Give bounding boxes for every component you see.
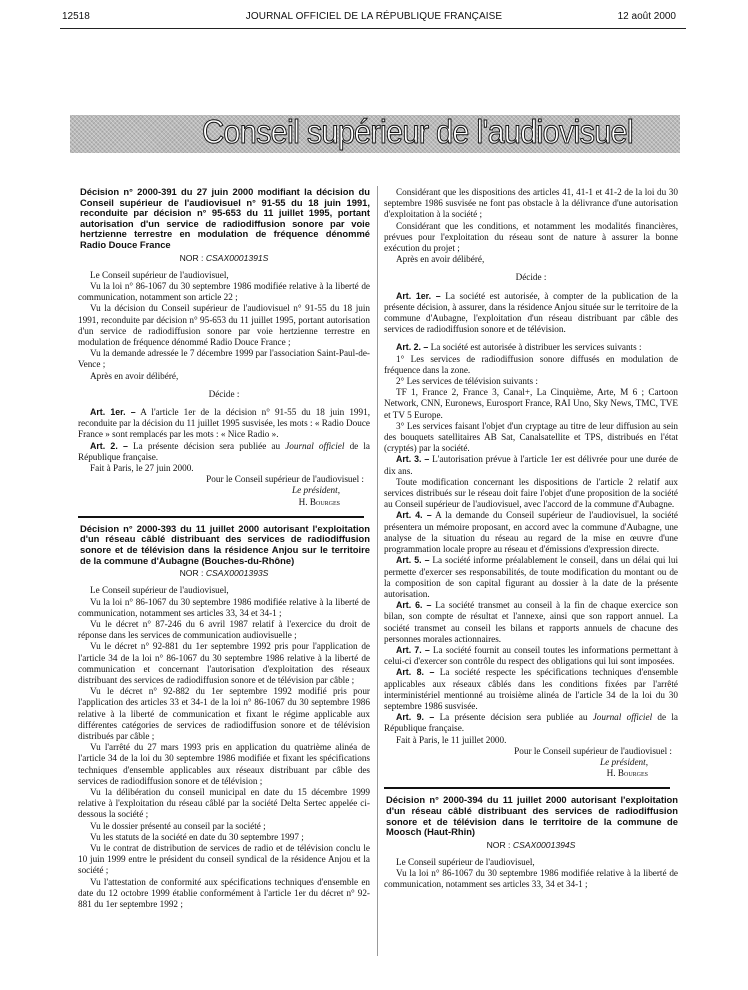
- decision-394-title: Décision n° 2000-394 du 11 juillet 2000 autorisant l'exploitation d'un réseau câblé distribuant des services de radiodiffusion sonore et de télévision dans le territoire de la commune de Moosch (Haut-Rhin): [386, 794, 678, 838]
- paragraph: Vu les statuts de la société en date du 30 septembre 1997 ;: [90, 831, 304, 842]
- article-3: [384, 454, 678, 476]
- article-text: La société respecte les spécifications techniques d'ensemble applicables aux réseaux câblés dans les conditions fixées par l'arrêté interministériel mentionné au troisième alinéa de l'article 34 de la loi du 30 septembre 1986 susvisée.: [384, 667, 678, 711]
- fait-a-paris: Fait à Paris, le 11 juillet 2000.: [396, 734, 507, 745]
- paragraph: 3° Les services faisant l'objet d'un cryptage au titre de leur diffusion au sein des bouquets satellitaires AB Sat, Canalsatellite et TPS, distribués en l'état (cryptés) par la société.: [384, 420, 678, 454]
- nor-label: NOR :: [179, 252, 204, 263]
- article-text: L'autorisation prévue à l'article 1er est délivrée pour une durée de dix ans.: [384, 454, 678, 476]
- column-divider: [377, 186, 378, 956]
- section-banner: [70, 115, 680, 153]
- decision-393-nor: [78, 568, 370, 579]
- article-2: [78, 441, 370, 463]
- article-text: de la République française.: [78, 440, 370, 462]
- article-1: [384, 291, 678, 336]
- journal-ref: Journal officiel: [285, 440, 345, 451]
- article-1: [78, 407, 370, 441]
- paragraph: Vu le dossier présenté au conseil par la société ;: [90, 820, 266, 831]
- article-label: Art. 1er. –: [90, 407, 136, 417]
- paragraph: Vu l'attestation de conformité aux spécifications techniques d'ensemble en date du 12 octobre 1999 établie conformément à l'article 1er du décret n° 92-881 du 1er septembre 1992 ;: [78, 876, 370, 910]
- paragraph: Vu la loi n° 86-1067 du 30 septembre 1986 modifiée relative à la liberté de communication, notamment son article 22 ;: [78, 280, 370, 303]
- article-text: La société transmet au conseil à la fin de chaque exercice son bilan, son compte de résultat et l'annexe, ainsi que son rapport annuel. La société transmet au conseil les bilans et rapports annuels de chacune des personnes morales actionnaires.: [384, 600, 678, 644]
- article-label: Art. 8. –: [396, 667, 435, 678]
- article-9: [384, 712, 678, 734]
- paragraph: Vu le décret n° 87-246 du 6 avril 1987 relatif à l'exercice du droit de réponse dans les services de communication audiovisuelle ;: [78, 619, 370, 641]
- article-label: Art. 2. –: [396, 342, 429, 353]
- article-text: La société est autorisée à distribuer les services suivants :: [430, 342, 642, 353]
- header-rule: [60, 28, 686, 29]
- fait-a-paris: Fait à Paris, le 27 juin 2000.: [90, 463, 194, 474]
- signature-name: H. Bourges: [298, 496, 340, 507]
- article-2: [384, 342, 678, 353]
- channel-list: TF 1, France 2, France 3, Canal+, La Cinquième, Arte, M 6 ; Cartoon Network, CNN, Euronews, Eurosport France, RAI Uno, Sky News, TMC, TVE et TV 5 Europe.: [384, 387, 678, 420]
- article-label: Art. 7. –: [396, 644, 430, 655]
- decision-separator: [78, 516, 364, 518]
- article-label: Art. 4. –: [396, 510, 432, 521]
- article-text: A la demande du Conseil supérieur de l'audiovisuel, la société présentera un mémoire proposant, en accord avec la commune d'Aubagne, une analyse de la situation du réseau au regard de la mise en œuvre d'une programmation locale propre au réseau et d'émissions d'expression directe.: [384, 510, 678, 555]
- paragraph: Toute modification concernant les dispositions de l'article 2 relatif aux services distribués sur le réseau doit faire l'objet d'une proposition de la société au Conseil supérieur de l'audiovisuel, avec l'accord de la commune d'Aubagne.: [384, 476, 678, 510]
- right-column: [384, 187, 678, 891]
- paragraph: Après en avoir délibéré,: [90, 370, 179, 381]
- article-text: La société informe préalablement le conseil, dans un délai qui lui permette d'exercer ses responsabilités, de toute modification du montant ou de la composition de son capital figurant au dossier à la date de la présente autorisation.: [384, 555, 678, 599]
- paragraph: Vu la loi n° 86-1067 du 30 septembre 1986 modifiée relative à la liberté de communication, notamment ses articles 33, 34 et 34-1 ;: [78, 596, 370, 618]
- article-6: [384, 600, 678, 645]
- nor-label: NOR :: [179, 568, 204, 579]
- nor-code: CSAX0001393S: [205, 568, 269, 579]
- page-number: 12518: [62, 11, 90, 22]
- signature-role: [384, 757, 678, 768]
- issue-date: 12 août 2000: [617, 11, 676, 22]
- paragraph: Vu la décision du Conseil supérieur de l'audiovisuel n° 91-55 du 18 juin 1991, reconduite par décision n° 95-653 du 11 juillet 1995, portant autorisation d'un service de radiodiffusion sonore par voie hertzienne terrestre en modulation de fréquence dénommé Radio Douce France ;: [78, 303, 370, 347]
- journal-title: JOURNAL OFFICIEL DE LA RÉPUBLIQUE FRANÇAISE: [245, 11, 503, 22]
- article-label: Art. 2. –: [90, 440, 128, 451]
- signature-role-text: Le président,: [600, 756, 648, 767]
- paragraph: Considérant que les conditions, et notamment les modalités financières, prévues pour l'exploitation du réseau sont de nature à assurer la bonne exécution du projet ;: [384, 220, 678, 254]
- nor-label: NOR :: [486, 839, 511, 850]
- decision-391-title: Décision n° 2000-391 du 27 juin 2000 modifiant la décision du Conseil supérieur de l'audiovisuel n° 91-55 du 18 juin 1991, reconduite par décision n° 95-653 du 11 juillet 1995, portant autorisation d'un service de radiodiffusion sonore par voie hertzienne terrestre en modulation de fréquence dénommé Radio Douce France: [80, 186, 370, 250]
- paragraph: Le Conseil supérieur de l'audiovisuel,: [90, 269, 229, 280]
- article-label: Art. 5. –: [396, 555, 430, 566]
- article-label: Art. 9. –: [396, 712, 435, 723]
- paragraph: Vu la délibération du conseil municipal en date du 15 décembre 1999 relative à l'exploitation du réseau câblé par la société Delta Sertec appelée ci-dessous la société ;: [78, 787, 370, 820]
- signature-name: H. Bourges: [606, 768, 648, 779]
- paragraph: Vu le contrat de distribution de services de radio et de télévision conclu le 10 juin 1999 entre le président du conseil syndical de la résidence Anjou et la société ;: [78, 843, 370, 876]
- article-text: La présente décision sera publiée au: [439, 712, 588, 723]
- paragraph: Vu la demande adressée le 7 décembre 1999 par l'association Saint-Paul-de-Vence ;: [78, 348, 370, 370]
- paragraph: Le Conseil supérieur de l'audiovisuel,: [396, 856, 535, 867]
- left-column: [78, 187, 370, 910]
- decision-394-nor: [384, 840, 678, 851]
- decide-heading: Décide :: [208, 388, 240, 399]
- article-label: Art. 3. –: [396, 454, 430, 465]
- decision-391-nor: [78, 253, 370, 264]
- article-text: A l'article 1er de la décision n° 91-55 du 18 juin 1991, reconduite par la décision du 11 juillet 1995 susvisée, les mots : « Radio Douce France » sont remplacés par les mots : « Nice Radio ».: [78, 407, 370, 440]
- decision-separator: [384, 787, 670, 789]
- paragraph: 1° Les services de radiodiffusion sonore diffusés en modulation de fréquence dans la zone.: [384, 353, 678, 375]
- paragraph: Vu le décret n° 92-881 du 1er septembre 1992 pris pour l'application de l'article 34 de la loi n° 86-1067 du 30 septembre 1986 relative à la liberté de communication et concernant l'autorisation d'exploitation des réseaux distribuant des services de radiodiffusion sonore et de télévision par câble ;: [78, 641, 370, 686]
- article-8: [384, 667, 678, 712]
- paragraph: Après en avoir délibéré,: [396, 254, 485, 265]
- journal-ref: Journal officiel: [592, 712, 653, 723]
- article-text: La société fournit au conseil toutes les informations permettant à celui-ci d'exercer son contrôle du respect des obligations qui lui sont imposées.: [384, 644, 678, 667]
- decide-heading: Décide :: [515, 272, 547, 283]
- article-text: de la République française.: [384, 712, 679, 734]
- paragraph: Vu l'arrêté du 27 mars 1993 pris en application du quatrième alinéa de l'article 34 de la loi du 30 septembre 1986 modifiée et fixant les spécifications techniques d'ensemble applicables aux réseaux distribuant par câble des services de radiodiffusion sonore et de télévision ;: [78, 742, 370, 786]
- paragraph: 2° Les services de télévision suivants :: [396, 376, 538, 387]
- nor-code: CSAX0001391S: [205, 252, 269, 263]
- signature-role: [78, 485, 370, 496]
- page-header: [0, 9, 748, 25]
- signature-line: Pour le Conseil supérieur de l'audiovisuel :: [514, 745, 672, 756]
- article-5: [384, 555, 678, 600]
- paragraph: Le Conseil supérieur de l'audiovisuel,: [90, 585, 229, 596]
- paragraph: Considérant que les dispositions des articles 41, 41-1 et 41-2 de la loi du 30 septembre 1986 susvisée ne font pas obstacle à la délivrance d'une autorisation d'exploitation à la société ;: [384, 187, 678, 220]
- banner-title: Conseil supérieur de l'audiovisuel: [202, 113, 633, 150]
- article-text: La présente décision sera publiée au: [133, 440, 281, 451]
- signature-line: Pour le Conseil supérieur de l'audiovisuel :: [206, 474, 364, 485]
- article-7: [384, 645, 678, 667]
- nor-code: CSAX0001394S: [512, 839, 576, 850]
- paragraph: Vu le décret n° 92-882 du 1er septembre 1992 modifié pris pour l'application des articles 33 et 34-1 de la loi n° 86-1067 du 30 septembre 1986 relative à la liberté de communication et fixant le régime applicable aux différentes catégories de services de radiodiffusion sonore et de télévision distribués par câble ;: [78, 686, 370, 742]
- signature-role-text: Le président,: [292, 485, 340, 496]
- article-label: Art. 6. –: [396, 600, 432, 611]
- article-4: [384, 510, 678, 555]
- article-text: La société est autorisée, à compter de la publication de la présente décision, à assurer, dans la résidence Anjou située sur le territoire de la commune d'Aubagne, l'exploitation d'un réseau distribuant par câble des services de radiodiffusion sonore et de télévision.: [384, 290, 678, 335]
- paragraph: Vu la loi n° 86-1067 du 30 septembre 1986 modifiée relative à la liberté de communication, notamment ses articles 33, 34 et 34-1 ;: [384, 868, 678, 890]
- decision-393-title: Décision n° 2000-393 du 11 juillet 2000 autorisant l'exploitation d'un réseau câblé distribuant des services de radiodiffusion sonore et de télévision dans la résidence Anjou sur le territoire de la commune d'Aubagne (Bouches-du-Rhône): [80, 522, 370, 566]
- article-label: Art. 1er. –: [396, 290, 441, 301]
